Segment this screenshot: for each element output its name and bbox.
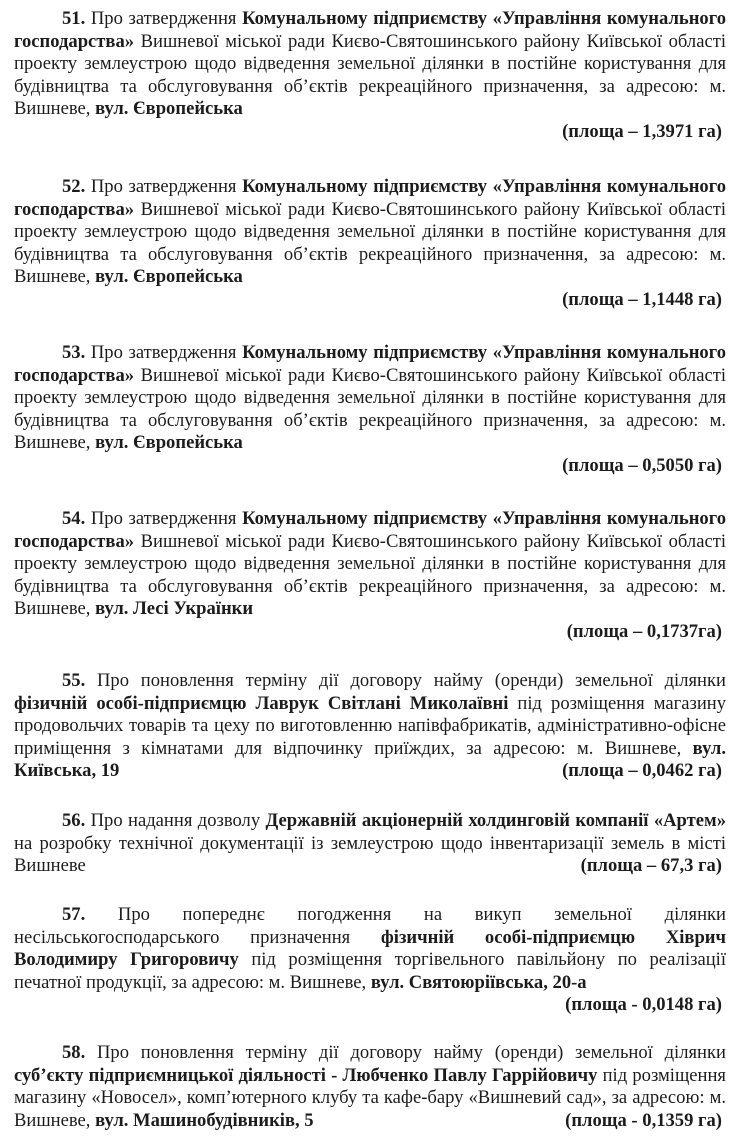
street-address: вул. Європейська xyxy=(95,266,243,288)
text-part: під розміщення торгівельного павільйону по реалізації печатної продукції, за адресою: м. Вишневе, xyxy=(14,949,727,993)
text-part: Про затвердження xyxy=(85,342,243,363)
text-part: Про поновлення терміну дії договору найму (оренди) земельної ділянки xyxy=(85,670,726,691)
item-number: 58. xyxy=(62,1042,86,1063)
decision-item-55 xyxy=(14,670,726,783)
decision-item-51 xyxy=(14,8,726,144)
area-value: (площа – 0,1737га) xyxy=(566,620,722,642)
decision-text xyxy=(14,810,726,878)
decision-text xyxy=(14,342,726,455)
street-address: вул. Європейська xyxy=(95,98,243,120)
item-number: 54. xyxy=(62,508,86,529)
decision-text xyxy=(14,176,726,289)
text-part: Про затвердження xyxy=(85,176,243,197)
item-number: 53. xyxy=(62,342,86,363)
text-part: Вишневої міської ради Києво-Святошинського району Київської області проекту землеустрою щодо відведення земельної ділянки в постійне користування для будівництва та обслуговування об’єктів рекреаційного призначення, за адресою: м. Вишневе, xyxy=(14,530,726,620)
area-value: (площа - 0,0148 га) xyxy=(565,994,722,1016)
area-value: (площа – 0,5050 га) xyxy=(562,454,722,476)
text-part: Про затвердження xyxy=(85,8,243,29)
area-value: (площа – 0,0462 га) xyxy=(562,760,722,782)
area-value: (площа – 1,1448 га) xyxy=(562,288,722,310)
recipient-name: суб’єкту підприємницької діяльності - Любченко Павлу Гаррійовичу xyxy=(14,1064,598,1086)
item-number: 57. xyxy=(62,904,86,925)
decision-item-56 xyxy=(14,810,726,878)
decision-item-54 xyxy=(14,508,726,644)
item-number: 55. xyxy=(62,670,86,691)
street-address: вул. Машинобудівників, 5 xyxy=(95,1109,314,1131)
text-part: на розробку технічної документації із землеустрою щодо інвентаризації земель в місті Вишневе xyxy=(14,832,726,877)
text-part: під розміщення магазину «Новосел», комп’ютерного клубу та кафе-бару «Вишневий сад», за адресою: м. Вишневе, xyxy=(14,1064,726,1131)
text-part: Про затвердження xyxy=(85,508,243,529)
decision-text xyxy=(14,670,726,783)
street-address: вул. Святоюріївська, 20-а xyxy=(370,971,587,993)
item-number: 52. xyxy=(62,176,86,197)
item-number: 56. xyxy=(62,810,86,831)
decision-item-57 xyxy=(14,904,726,1017)
text-part: Про попереднє погодження на викуп земельної ділянки несільськогосподарського призначення xyxy=(14,904,726,948)
recipient-name: фізичній особі-підприємцю Лаврук Світлані Миколаївні xyxy=(14,692,509,714)
item-number: 51. xyxy=(62,8,86,29)
text-part: Вишневої міської ради Києво-Святошинського району Київської області проекту землеустрою щодо відведення земельної ділянки в постійне користування для будівництва та обслуговування об’єктів рекреаційного призначення, за адресою: м. Вишневе, xyxy=(14,30,726,120)
recipient-name: Державній акціонерній холдинговій компанії «Артем» xyxy=(265,810,726,831)
recipient-name: Комунальному підприємству «Управління комунального господарства» xyxy=(14,176,726,220)
text-part: Про надання дозволу xyxy=(85,810,266,831)
area-value: (площа – 1,3971 га) xyxy=(562,120,722,142)
area-value: (площа - 0,1359 га) xyxy=(565,1109,722,1131)
recipient-name: фізичній особі-підприємцю Хіврич Володимиру Григоровичу xyxy=(14,926,726,971)
street-address: вул. Європейська xyxy=(95,432,243,454)
area-value: (площа – 67,3 га) xyxy=(580,855,722,877)
text-part: Вишневої міської ради Києво-Святошинського району Київської області проекту землеустрою щодо відведення земельної ділянки в постійне користування для будівництва та обслуговування об’єктів рекреаційного призначення, за адресою: м. Вишневе, xyxy=(14,198,726,288)
decision-text xyxy=(14,8,726,121)
text-part: Вишневої міської ради Києво-Святошинського району Київської області проекту землеустрою щодо відведення земельної ділянки в постійне користування для будівництва та обслуговування об’єктів рекреаційного призначення, за адресою: м. Вишневе, xyxy=(14,364,726,454)
decision-item-52 xyxy=(14,176,726,312)
recipient-name: Комунальному підприємству «Управління комунального господарства» xyxy=(14,342,726,386)
decision-item-53 xyxy=(14,342,726,478)
street-address: вул. Лесі Українки xyxy=(95,598,254,620)
recipient-name: Комунальному підприємству «Управління комунального господарства» xyxy=(14,508,726,552)
decision-text xyxy=(14,904,727,1016)
street-address: вул. Київська, 19 xyxy=(14,737,726,782)
text-part: Про поновлення терміну дії договору найму (оренди) земельної ділянки xyxy=(85,1042,726,1063)
decision-item-58 xyxy=(14,1042,726,1132)
text-part: під розміщення магазину продовольчих товарів та цеху по виготовленню напівфабрикатів, адміністративно-офісне приміщення з кімнатами для відпочинку приїждих, за адресою: м. Вишневе, xyxy=(14,692,727,759)
decision-text xyxy=(14,508,726,621)
decision-text xyxy=(14,1042,726,1132)
recipient-name: Комунальному підприємству «Управління комунального господарства» xyxy=(14,8,726,52)
